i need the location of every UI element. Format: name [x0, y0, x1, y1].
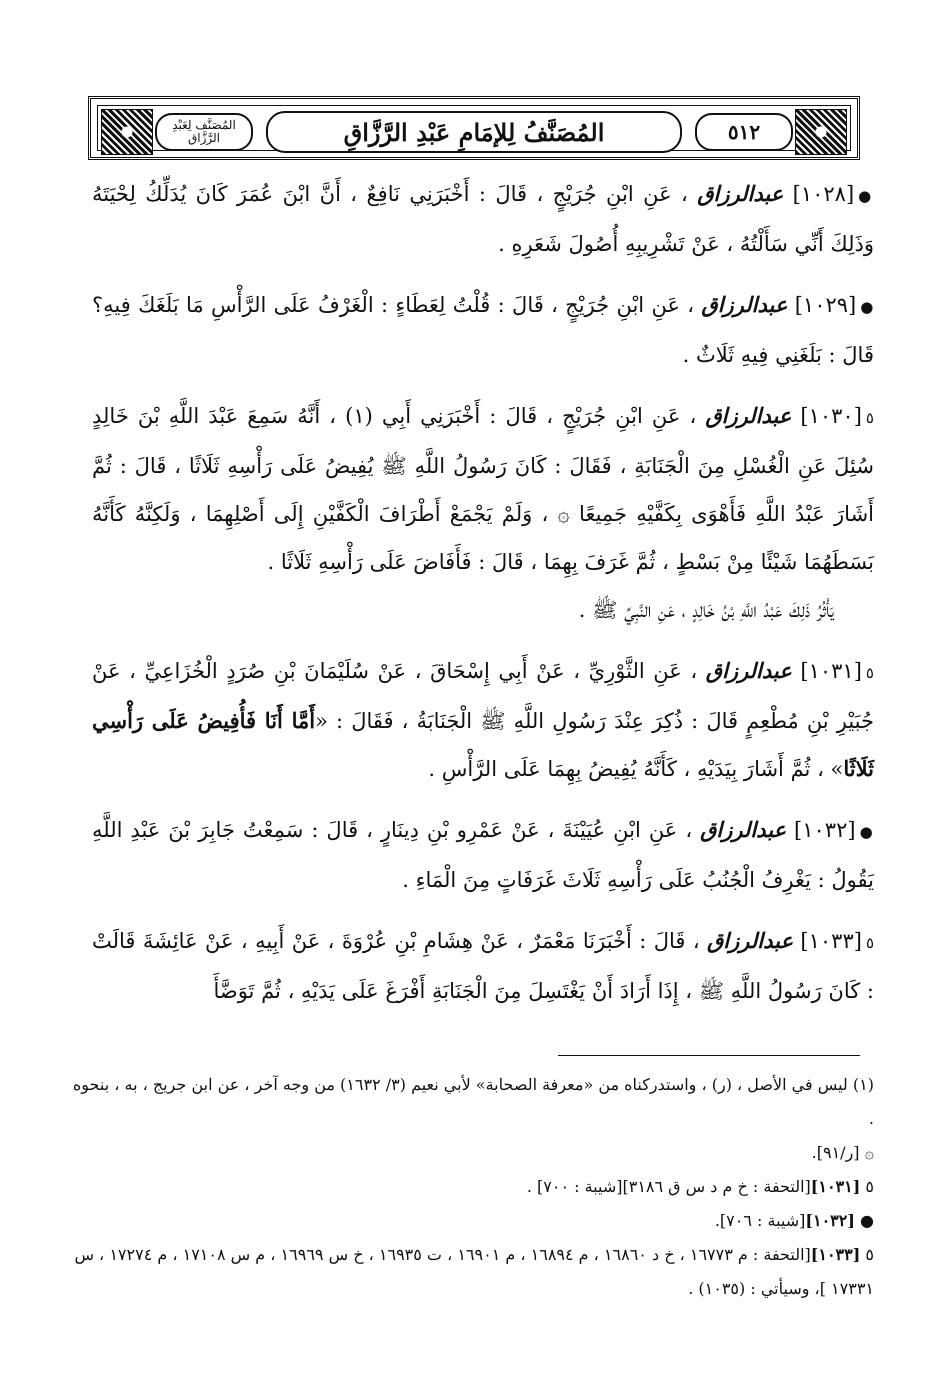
entry-marker: ٥	[865, 934, 874, 952]
hadith-number: [١٠٣٠]	[800, 404, 862, 428]
narrator-name: عبدالرزاق	[700, 817, 787, 842]
narrator-name: عبدالرزاق	[705, 658, 792, 683]
narrator-name: عبدالرزاق	[701, 292, 788, 317]
entry-marker: ●	[860, 298, 874, 316]
running-header	[88, 96, 860, 160]
hadith-text: ، عَنِ ابْنِ جُرَيْجٍ ، قَالَ : أَخْبَرَنِي نَافِعٌ ، أَنَّ ابْنَ عُمَرَ كَانَ يُدَلِّكُ لِحْيَتَهُ وَذَلِكَ أَنِّي سَأَلْتُهُ ، عَنْ تَشْرِيبِهِ أُصُولَ شَعَرِهِ .	[92, 182, 874, 256]
narrator-name: عبدالرزاق	[697, 181, 784, 206]
hadith-entry-1029	[92, 281, 874, 379]
hadith-entry-1033	[92, 917, 874, 1015]
hadith-text-continuation: يَأْثُرُ ذَلِكَ عَبْدُ اللَّهِ بْنُ خَالِدٍ ، عَنِ النَّبِيِّ ﷺ .	[578, 598, 834, 622]
page-number: ٥١٢	[695, 113, 793, 151]
entry-marker: ٥	[865, 409, 874, 427]
footnote-prefix: ٥	[865, 1245, 874, 1264]
footnote-number: [١٠٣٢]	[805, 1211, 855, 1230]
hadith-entry-1031	[92, 647, 874, 793]
footnotes	[72, 1068, 874, 1306]
entry-marker: ●	[859, 823, 874, 841]
footnote-prefix: (١)	[852, 1075, 874, 1094]
hadith-entry-1032	[92, 806, 874, 904]
hadith-number: [١٠٣٣]	[800, 929, 862, 953]
book-emblem: المُصَنَّف لِعَبْدِ الرَّزَّاق	[155, 113, 253, 151]
hadith-entry-1030	[92, 392, 874, 634]
footnote-prefix: ●	[860, 1211, 874, 1230]
footnote-prefix: ٥	[865, 1177, 874, 1196]
footnote-separator	[558, 1055, 860, 1056]
hadith-number: [١٠٢٨]	[792, 182, 855, 206]
footnote-1	[72, 1068, 874, 1136]
hadith-text: ، عَنِ ابْنِ عُيَيْنَةَ ، عَنْ عَمْرِو بْنِ دِينَارٍ ، قَالَ : سَمِعْتُ جَابِرَ بْنَ عَبْدِ اللَّهِ يَقُولُ : يَغْرِفُ الْجُنُبُ عَلَى رَأْسِهِ ثَلَاثَ غَرَفَاتٍ مِنَ الْمَاءِ .	[92, 818, 874, 892]
footnote-folio	[72, 1136, 874, 1170]
hadith-text: ، عَنِ ابْنِ جُرَيْجٍ ، قَالَ : أَخْبَرَنِي أَبِي (١) ، أَنَّهُ سَمِعَ عَبْدَ اللَّهِ بْنَ خَالِدٍ سُئِلَ عَنِ الْغُسْلِ مِنَ الْجَنَابَةِ ، فَقَالَ : كَانَ رَسُولُ اللَّهِ ﷺ يُفِيضُ عَلَى رَأْسِهِ ثَلَاثًا ، قَالَ : ثُمَّ أَشَارَ عَبْدُ اللَّهِ فَأَهْوَى بِكَفَّيْهِ جَمِيعًا ۞ ، وَلَمْ يَجْمَعْ أَطْرَافَ الْكَفَّيْنِ إِلَى أَصْلِهِمَا ، وَلَكِنَّهُ كَأَنَّهُ بَسَطَهُمَا شَيْئًا مِنْ بَسْطٍ ، ثُمَّ غَرَفَ بِهِمَا ، قَالَ : فَأَفَاضَ عَلَى رَأْسِهِ ثَلَاثًا .	[92, 404, 874, 574]
hadith-text: ، عَنِ الثَّوْرِيِّ ، عَنْ أَبِي إِسْحَاقَ ، عَنْ سُلَيْمَانَ بْنِ صُرَدٍ الْخُزَاعِيِّ ، عَنْ جُبَيْرِ بْنِ مُطْعِمٍ قَالَ : ذُكِرَ عِنْدَ رَسُولِ اللَّهِ ﷺ الْجَنَابَةُ ، فَقَالَ : «	[92, 659, 874, 733]
hadith-text: ، قَالَ : أَخْبَرَنَا مَعْمَرٌ ، عَنْ هِشَامِ بْنِ عُرْوَةَ ، عَنْ أَبِيهِ ، عَنْ عَائِشَةَ قَالَتْ : كَانَ رَسُولُ اللَّهِ ﷺ ، إِذَا أَرَادَ أَنْ يَغْتَسِلَ مِنَ الْجَنَابَةِ أَفْرَغَ عَلَى يَدَيْهِ ، ثُمَّ تَوَضَّأَ	[92, 929, 874, 1003]
footnote-text: [شيبة : ٧٠٦].	[714, 1211, 806, 1230]
hadith-entry-1028	[92, 170, 874, 268]
footnote-text: [ر/٩١].	[811, 1143, 860, 1162]
footnote-1033	[72, 1238, 874, 1306]
footnote-number: [١٠٣٣]	[810, 1245, 861, 1264]
entry-marker: ●	[858, 187, 874, 205]
hadith-number: [١٠٢٩]	[794, 293, 857, 317]
folio-marker: ۞	[864, 1143, 874, 1162]
footnote-number: [١٠٣١]	[810, 1177, 861, 1196]
prophetic-quote: أَمَّا أَنَا فَأُفِيضُ عَلَى رَأْسِي ثَلَاثًا	[92, 708, 874, 781]
narrator-name: عبدالرزاق	[705, 403, 792, 428]
entry-marker: ٥	[865, 664, 874, 682]
footnote-1032	[72, 1204, 874, 1238]
footnote-text: ليس في الأصل ، (ر) ، واستدركناه من «معرفة الصحابة» لأبي نعيم (٣/ ١٦٣٢) من وجه آخر ، عن ابن جريج ، به ، بنحوه .	[72, 1075, 874, 1128]
narrator-name: عبدالرزاق	[707, 928, 793, 953]
page-body	[92, 170, 874, 1028]
hadith-text-continuation: » ، ثُمَّ أَشَارَ بِيَدَيْهِ ، كَأَنَّهُ يُفِيضُ بِهِمَا عَلَى الرَّأْسِ .	[428, 757, 844, 781]
hadith-number: [١٠٣٢]	[794, 818, 856, 842]
hadith-number: [١٠٣١]	[800, 659, 862, 683]
ornament-left	[101, 109, 153, 155]
footnote-text: [التحفة : م ١٦٧٧٣ ، خ د ١٦٨٦٠ ، م ١٦٨٩٤ ، م ١٦٩٠١ ، ت ١٦٩٣٥ ، خ س ١٦٩٦٩ ، م س ١٧١٠٨ ، م ١٧٢٧٤ ، س ١٧٣٣١ ]، وسيأتي : (١٠٣٥) .	[74, 1245, 874, 1298]
hadith-text: ، عَنِ ابْنِ جُرَيْجٍ ، قَالَ : قُلْتُ لِعَطَاءٍ : الْغَرْفُ عَلَى الرَّأْسِ مَا بَلَغَكَ فِيهِ؟ قَالَ : بَلَغَنِي فِيهِ ثَلَاثٌ .	[92, 293, 874, 367]
footnote-1031	[72, 1170, 874, 1204]
book-title: المُصَنَّفُ لِلإمَامِ عَبْدِ الرَّزَّاقِ	[266, 111, 682, 153]
ornament-right	[795, 109, 847, 155]
footnote-text: [التحفة : خ م د س ق ٣١٨٦][شيبة : ٧٠٠] .	[526, 1177, 811, 1196]
